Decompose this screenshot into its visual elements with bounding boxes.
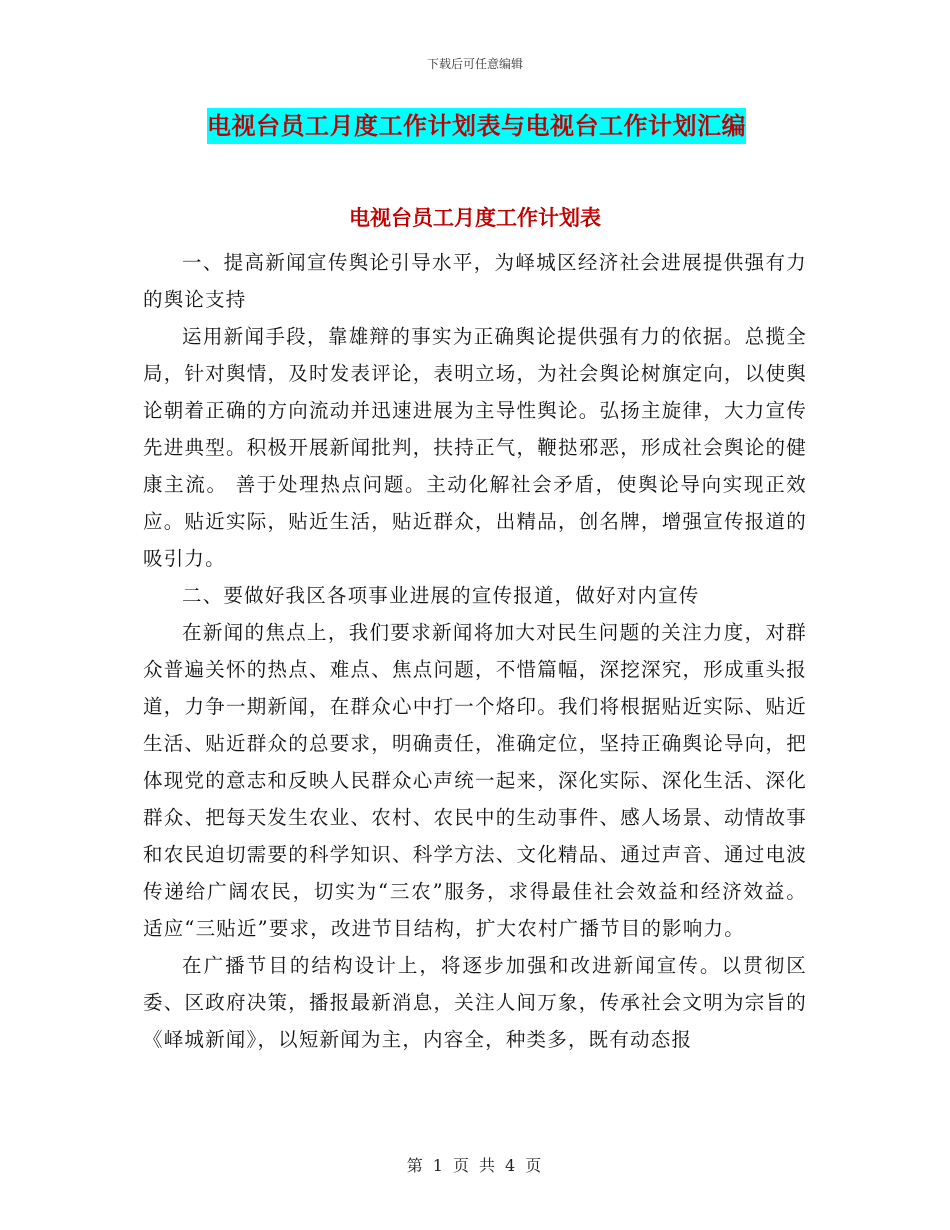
current-page-number: 1 [432,1156,445,1175]
heading-paragraph-1: 一、提高新闻宣传舆论引导水平，为峄城区经济社会进展提供强有力的舆论支持 [143,251,807,311]
body-paragraph-3: 在广播节目的结构设计上，将逐步加强和改进新闻宣传。以贯彻区委、区政府决策，播报最新消息，关注人间万象，传承社会文明为宗旨的《峄城新闻》，以短新闻为主，内容全，种类多，既有动态报 [143,954,807,1051]
footer-prefix: 第 [406,1156,425,1175]
main-title: 电视台员工月度工作计划表与电视台工作计划汇编 [207,108,746,144]
footer-total-word: 共 [479,1156,498,1175]
footer-suffix: 页 [525,1156,544,1175]
section-title: 电视台员工月度工作计划表 [349,205,601,230]
footer-page-word: 页 [452,1156,471,1175]
heading-paragraph-2: 二、要做好我区各项事业进展的宣传报道，做好对内宣传 [182,584,700,607]
main-title-container [207,108,790,144]
body-text [143,244,807,1058]
header-note: 下载后可任意编辑 [426,57,523,71]
body-paragraph-1: 运用新闻手段，靠雄辩的事实为正确舆论提供强有力的依据。总揽全局，针对舆情，及时发表评论，表明立场，为社会舆论树旗定向，以使舆论朝着正确的方向流动并迅速进展为主导性舆论。弘扬主旋律，大力宣传先进典型。积极开展新闻批判，扶持正气，鞭挞邪恶，形成社会舆论的健康主流。 善于处理热点问题。主动化解社会矛盾，使舆论导向实现正效应。贴近实际，贴近生活，贴近群众，出精品，创名牌，增强宣传报道的吸引力。 [143,325,807,570]
page-footer [0,1153,950,1176]
body-paragraph-2: 在新闻的焦点上，我们要求新闻将加大对民生问题的关注力度，对群众普遍关怀的热点、难点、焦点问题，不惜篇幅，深挖深究，形成重头报道，力争一期新闻，在群众心中打一个烙印。我们将根据贴近实际、贴近生活、贴近群众的总要求，明确责任，准确定位，坚持正确舆论导向，把体现党的意志和反映人民群众心声统一起来，深化实际、深化生活、深化群众、把每天发生农业、农村、农民中的生动事件、感人场景、动情故事和农民迫切需要的科学知识、科学方法、文化精品、通过声音、通过电波传递给广阔农民，切实为“三农”服务，求得最佳社会效益和经济效益。适应“三贴近”要求，改进节目结构，扩大农村广播节目的影响力。 [143,621,807,940]
total-pages-number: 4 [505,1156,518,1175]
